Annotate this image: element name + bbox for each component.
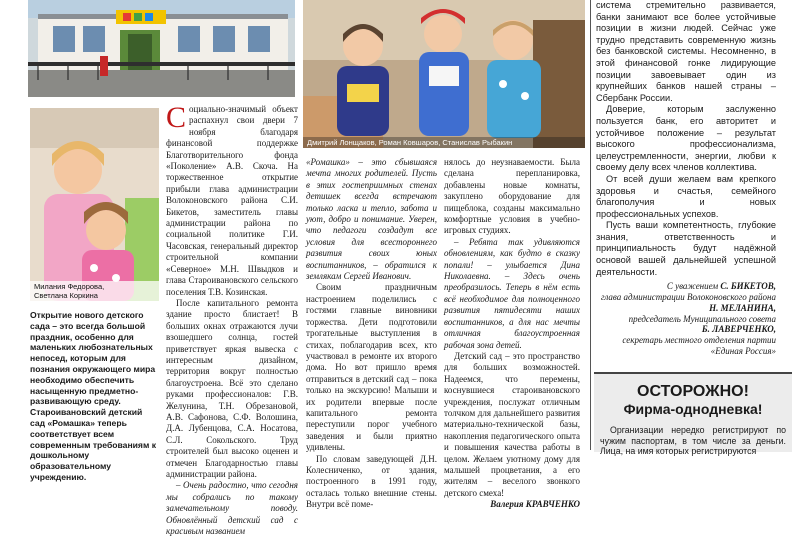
article-col2-p2: Своим праздничным настроением поделились с гостями главные виновники торжества. Дети подготовили трогательные выступления в стихах, поблагодарив всех, кто участвовал в ремонте их второго дома. Но вот пришло время отправиться в детский сад – пока только на экскурсию! Малыши и их родители впервые после капитального ремонта переступили порог учебного заведения и были приятно удивлены. [306, 282, 437, 453]
column-divider [590, 0, 591, 450]
article-col3-p3: Детский сад – это пространство для больших возможностей. Надеемся, что перемены, коснувшиеся староивановского учреждения, послужат отличным толчком для дальнейшего развития материально-технической базы, накопления педагогического опыта и повышения качества работы в целом. Желаем уютному дому для малышей процветания, а его жителям – веселого звонкого детского смеха! [444, 350, 580, 498]
sign-intro: С уважением [666, 281, 719, 292]
sign2-role: председатель Муниципального совета [628, 313, 776, 324]
article-col3-p2: – Ребята так удивляются обновлениям, как будто в сказку попали! – улыбается Дина Николаевна. – Здесь очень преобразилось. Теперь в нём есть всё необходимое для полноценного развития пятидесяти наших воспитанников, а для нас мечты отличная благоустроенная рабочая зона детей. [444, 236, 580, 350]
article-col2-p1: «Ромашка» – это сбывшаяся мечта многих родителей. Пусть в этих гостеприимных стенах детишек всегда встречают только ласка и тепло, забота и уют, добро и понимание. Уверен, что педагоги создадут все условия для всестороннего развития своих юных воспитанников, – обратился к землякам Сергей Иванович. [306, 157, 437, 282]
drop-cap: С [166, 101, 187, 134]
girls-photo [30, 108, 159, 301]
sign3-name: Б. ЛАВЕРЧЕНКО, [701, 324, 776, 335]
article-col1-p1: оциально-значимый объект распахнул свои двери 7 ноября благодаря финансовой поддержке Благотворительного фонда «Поколение» А.В. Скоча. На торжественное открытие прибыли глава администрации Волоконовского района С.И. Бикетов, заместитель главы администрации района по социальной политике Г.И. Часовская, генеральный директор строительной компании «Северное» М.Н. Швыдков и глава Староивановского сельского поселения Т.В. Козинская. [166, 104, 298, 297]
article-author: Валерия КРАВЧЕНКО [490, 499, 580, 510]
sign1-role: глава администрации Волоконовского района [600, 292, 776, 303]
article-column-2 [306, 157, 437, 510]
right-col-p4: Пусть ваши компетентность, глубокие знания, ответственность и принципиальность будут надёжной основой вашей дальнейшей успешной деятельности. [596, 220, 776, 277]
article-col3-p1: нялось до неузнаваемости. Была сделана перепланировка, добавлены новые комнаты, закуплено оборудование для пищеблока, созданы максимально комфортные условия в учебно-игровых студиях. [444, 157, 580, 236]
warning-subtitle: Фирма-однодневка! [623, 401, 763, 417]
warning-text: Организации нередко регистрируют по чужим паспортам, в том числе за деньги. Лица, на имя которых регистрируются [600, 425, 786, 457]
right-col-p2: Доверие, которым заслуженно пользуется банк, его авторитет и устойчивое положение – результат высокого профессионализма, целеустремленности, энергии, любви к своему делу всех членов коллектива. [596, 104, 776, 173]
boys-photo [303, 0, 585, 148]
article-col2-p3: По словам заведующей Д.Н. Колесниченко, от здания, построенного в 1991 году, осталась только внешние стены. Внутри всё поме- [306, 453, 437, 510]
warning-box [594, 372, 792, 457]
boys-photo-caption: Дмитрий Лонщаков, Роман Ковшаров, Станислав Рыбакин [303, 137, 585, 148]
article-column-1 [166, 101, 298, 537]
sign2-name: Н. МЕЛАНИНА, [709, 302, 776, 313]
sign1-name: С. БИКЕТОВ, [720, 281, 776, 292]
article-col1-p3: – Очень радостно, что сегодня мы собрались по такому замечательному поводу. Обновлённый детский сад с красивым названием [166, 480, 298, 537]
right-col-p3: От всей души желаем вам крепкого здоровья и счастья, семейного благополучия и новых профессиональных успехов. [596, 173, 776, 219]
kindergarten-building-photo [28, 0, 295, 97]
article-col1-p2: После капитального ремонта здание просто блистает! В больших окнах отражаются лучи взошедшего солнца, гостей приветствует яркая вывеска с интересным дизайном, территория вокруг полностью благоустроена. Всё это сделано руками профессионалов: Г.В. Желунина, Т.Н. Обрезановой, А.В. Сафонова, С.Ф. Волошина, Д.А. Лубенцова, С.А. Носатова, С.Л. Сокольского. Труд строителей был высоко оценен и отмечен Благодарностью главы администрации района. [166, 297, 298, 479]
article-column-3 [444, 157, 580, 510]
warning-title: ОСТОРОЖНО! [637, 383, 749, 400]
sign3-role: секретарь местного отделения партии «Единая Россия» [622, 335, 776, 357]
lead-paragraph: Открытие нового детского сада – это всегда большой праздник, особенно для маленьких любознательных непосед, которым для познания окружающего мира необходимо обеспечить насыщенную предметно-развивающую среду. Староивановский детский сад «Ромашка» теперь соответствует всем современным требованиям к дошкольному образовательному учреждению. [30, 310, 156, 482]
girls-photo-caption: Милания Федорова, Светлана Коркина [30, 281, 159, 301]
right-column [596, 0, 776, 360]
right-col-p1: система стремительно развивается, банки занимают все более устойчивые позиции в жизни людей. Сейчас уже трудно представить современную жизнь без банковской системы. Несомненно, в этой финансовой гонке лидирующие позиции завоевывает один из крупнейших банков нашей страны – Сбербанк России. [596, 0, 776, 103]
